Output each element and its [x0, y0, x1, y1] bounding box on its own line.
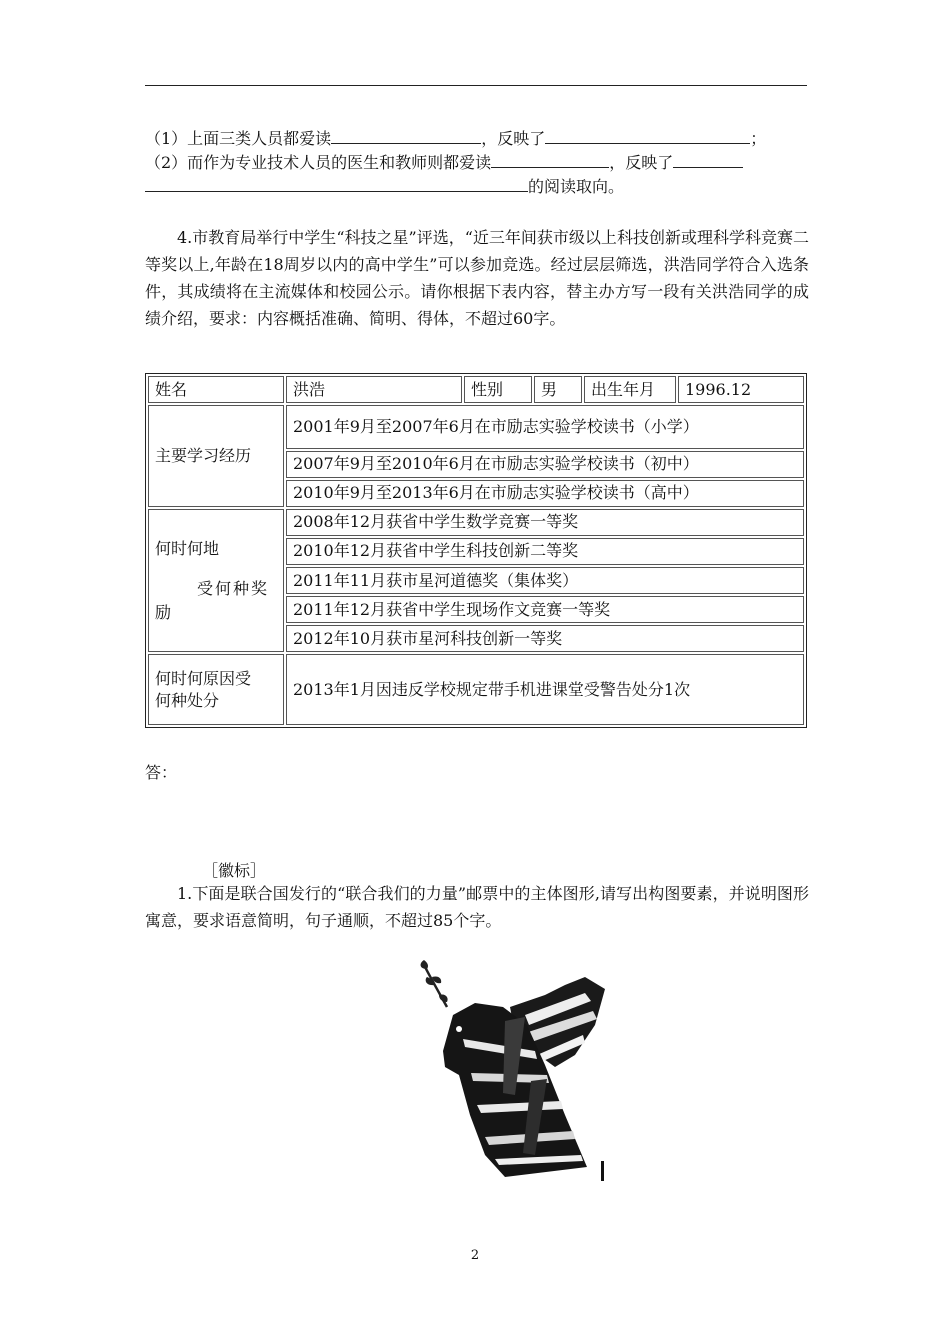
student-info-table [145, 373, 807, 728]
q3-line1-text-b: ，反映了 [481, 129, 546, 148]
award-label-line-2: 受何种奖 [197, 578, 270, 598]
q3-line1-text-a: （1）上面三类人员都爱读 [145, 129, 332, 148]
q3-line2-text-a: （2）而作为专业技术人员的医生和教师则都爱读 [145, 153, 492, 172]
birth-value: 1996.12 [678, 376, 804, 403]
punish-label-line-2: 何种处分 [155, 690, 220, 710]
punish-label [148, 654, 284, 725]
award-label-line-1: 何时何地 [155, 538, 220, 558]
award-label-line-3: 励 [155, 602, 172, 622]
award-row: 2010年12月获省中学生科技创新二等奖 [286, 538, 804, 565]
study-row: 2010年9月至2013年6月在市励志实验学校读书（高中） [286, 480, 804, 507]
punish-label-line-1: 何时何原因受 [155, 668, 252, 688]
top-rule [145, 85, 807, 86]
award-row: 2011年11月获市星河道德奖（集体奖） [286, 567, 804, 594]
answer-blank[interactable] [145, 175, 528, 192]
answer-blank[interactable] [673, 151, 743, 168]
q3-line-1 [145, 127, 766, 151]
q4-prompt: 4.市教育局举行中学生“科技之星”评选，“近三年间获市级以上科技创新或理科学科竞赛二等奖以上,年龄在18周岁以内的高中学生”可以参加竞选。经过层层筛选，洪浩同学符合入选条件，其成绩将在主流媒体和校园公示。请你根据下表内容，替主办方写一段有关洪浩同学的成绩介绍，要求：内容概括准确、简明、得体，不超过60字。 [145, 228, 809, 328]
name-value: 洪浩 [286, 376, 462, 403]
section-heading: ［徽标］ [202, 861, 267, 880]
answer-blank[interactable] [491, 151, 609, 168]
answer-label: 答： [145, 763, 178, 782]
birth-label: 出生年月 [584, 376, 676, 403]
gender-value: 男 [534, 376, 582, 403]
award-row: 2008年12月获省中学生数学竞赛一等奖 [286, 509, 804, 536]
answer-blank[interactable] [545, 127, 750, 144]
q3-line2-text-b: ，反映了 [609, 153, 674, 172]
award-row: 2011年12月获省中学生现场作文竞赛一等奖 [286, 596, 804, 623]
award-row: 2012年10月获市星河科技创新一等奖 [286, 625, 804, 652]
study-row: 2007年9月至2010年6月在市励志实验学校读书（初中） [286, 451, 804, 478]
study-label: 主要学习经历 [148, 405, 284, 507]
study-row: 2001年9月至2007年6月在市励志实验学校读书（小学） [286, 405, 804, 449]
gender-label: 性别 [464, 376, 532, 403]
q3-line1-text-c: ； [750, 129, 767, 148]
punish-value: 2013年1月因违反学校规定带手机进课堂受警告处分1次 [286, 654, 804, 725]
q3-line3-text: 的阅读取向。 [528, 177, 625, 196]
q3-line-3 [145, 175, 624, 199]
award-label [148, 509, 284, 652]
dove-stamp-image [415, 955, 615, 1185]
page-number: 2 [470, 1248, 480, 1263]
name-label: 姓名 [148, 376, 284, 403]
answer-blank[interactable] [331, 127, 481, 144]
logo-question-1: 1.下面是联合国发行的“联合我们的力量”邮票中的主体图形,请写出构图要素，并说明图形寓意，要求语意简明，句子通顺，不超过85个字。 [145, 884, 809, 930]
q3-line-2 [145, 151, 743, 175]
